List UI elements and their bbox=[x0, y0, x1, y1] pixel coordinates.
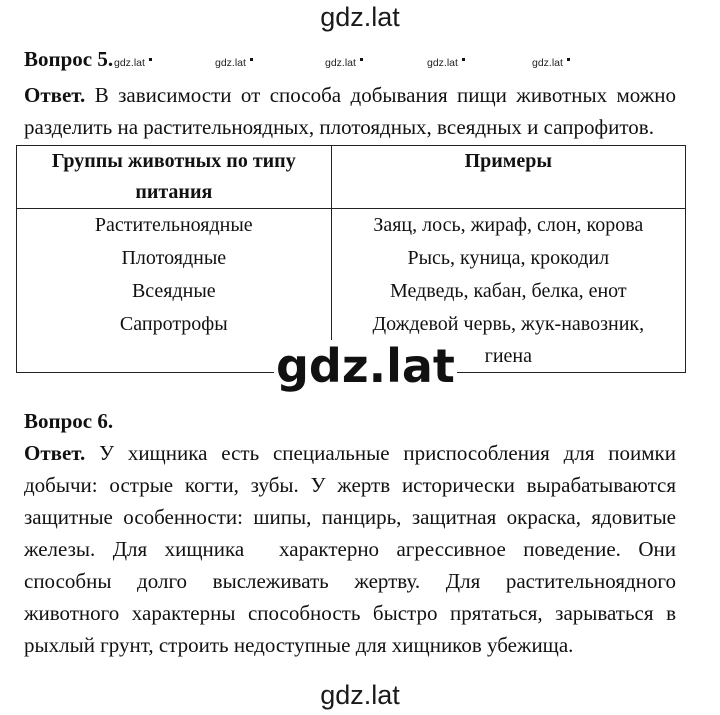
table-header-row bbox=[17, 146, 686, 209]
question5-title-line bbox=[24, 47, 563, 75]
table-cell-group: Плотоядные bbox=[17, 242, 332, 275]
table-cell-examples: Дождевой червь, жук-навозник, гиена bbox=[331, 308, 685, 373]
answer-line: Ответ. В зависимости от способа добывания пищи животных можно bbox=[24, 83, 676, 107]
answer-label: Ответ. bbox=[24, 83, 86, 107]
watermark-big: gdz.lat bbox=[276, 339, 455, 393]
table-header-group: Группы животных по типу питания bbox=[17, 146, 332, 209]
table-cell-group: Всеядные bbox=[17, 275, 332, 308]
table-cell-group: Сапротрофы bbox=[17, 308, 332, 373]
watermark-small: gdz.lat bbox=[215, 57, 253, 69]
table-row bbox=[17, 275, 686, 308]
table-cell-group: Растительноядные bbox=[17, 209, 332, 243]
answer-line: добычи: острые когти, зубы. У жертв исторически вырабатываются bbox=[24, 473, 676, 497]
question5-title: Вопрос 5. bbox=[24, 47, 114, 71]
table-row bbox=[17, 209, 686, 243]
answer-line: защитные особенности: шипы, панцирь, защитная окраска, ядовитые bbox=[24, 505, 676, 529]
table-cell-examples: Медведь, кабан, белка, енот bbox=[331, 275, 685, 308]
table-header-examples: Примеры bbox=[331, 146, 685, 209]
watermark-small: gdz.lat bbox=[114, 57, 152, 69]
watermark-bottom: gdz.lat bbox=[320, 680, 400, 710]
watermark-small: gdz.lat bbox=[325, 57, 363, 69]
watermark-small: gdz.lat bbox=[532, 57, 570, 69]
table-row bbox=[17, 242, 686, 275]
question6-title: Вопрос 6. bbox=[24, 409, 114, 433]
answer-line: рыхлый грунт, строить недоступные для хищников убежища. bbox=[24, 633, 574, 657]
answer-label: Ответ. bbox=[24, 441, 86, 465]
answer-line: животного характерны способность быстро прятаться, зарываться в bbox=[24, 601, 676, 625]
answer-line: способны долго выслеживать жертву. Для растительноядного bbox=[24, 569, 676, 593]
watermark-small: gdz.lat bbox=[427, 57, 465, 69]
watermark-top: gdz.lat bbox=[320, 2, 400, 32]
answer-line: железы. Для хищника характерно агрессивное поведение. Они bbox=[24, 537, 676, 561]
question5-answer bbox=[24, 79, 676, 143]
question6-answer bbox=[24, 437, 676, 661]
answer-line: разделить на растительноядных, плотоядных, всеядных и сапрофитов. bbox=[24, 115, 654, 139]
table-cell-examples: Рысь, куница, крокодил bbox=[331, 242, 685, 275]
table-cell-examples: Заяц, лось, жираф, слон, корова bbox=[331, 209, 685, 243]
answer-line: Ответ. У хищника есть специальные приспособления для поимки bbox=[24, 441, 677, 465]
